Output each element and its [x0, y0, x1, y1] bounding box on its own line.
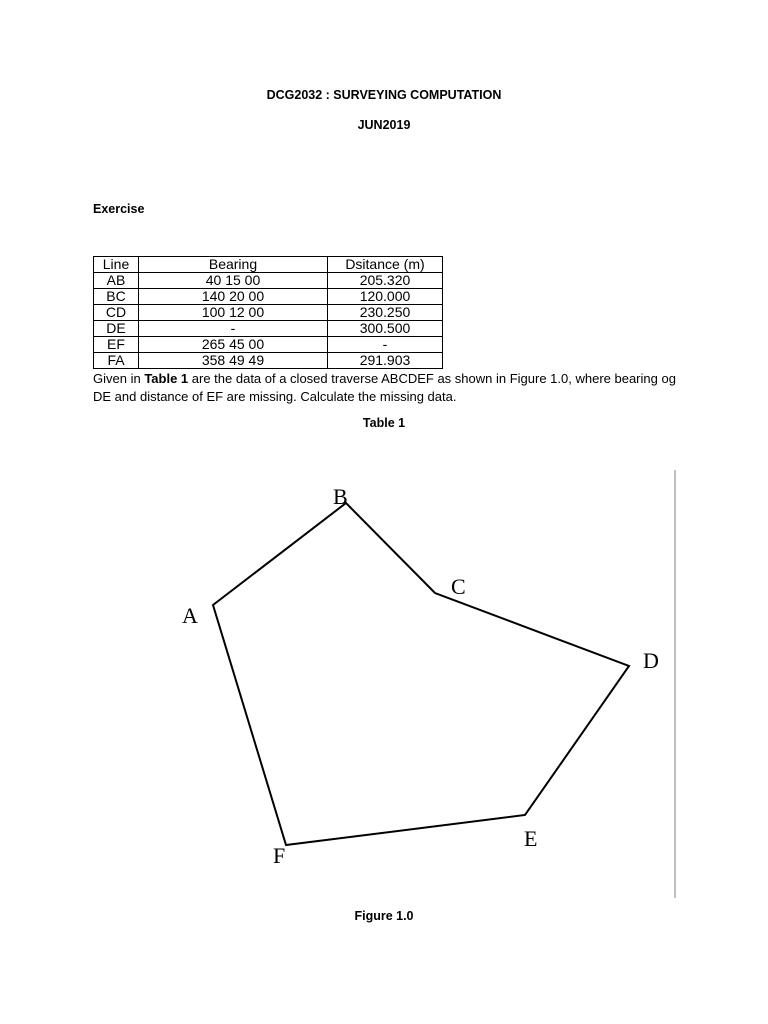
cell-line: AB — [94, 273, 139, 289]
cell-bearing: 140 20 00 — [139, 289, 328, 305]
cell-line: DE — [94, 321, 139, 337]
vertex-label-f: F — [273, 843, 286, 868]
table-caption: Table 1 — [362, 416, 406, 430]
cell-line: CD — [94, 305, 139, 321]
exercise-heading: Exercise — [93, 202, 145, 216]
vertex-label-d: D — [643, 648, 659, 673]
vertex-label-b: B — [333, 484, 348, 509]
cell-distance: 230.250 — [328, 305, 443, 321]
cell-distance: 300.500 — [328, 321, 443, 337]
cell-line: BC — [94, 289, 139, 305]
cell-line: FA — [94, 353, 139, 369]
traverse-polygon — [213, 503, 629, 845]
document-title: DCG2032 : SURVEYING COMPUTATION — [266, 88, 502, 102]
cell-line: EF — [94, 337, 139, 353]
column-header-bearing: Bearing — [139, 257, 328, 273]
problem-text-end: are the data of a closed traverse ABCDEF as shown in Figure 1.0, where bearing og DE and distance of EF are missing. Calculate the missing data. — [93, 371, 676, 404]
vertex-label-c: C — [451, 574, 466, 599]
cell-distance: 291.903 — [328, 353, 443, 369]
vertex-label-e: E — [524, 826, 538, 851]
cell-distance: 120.000 — [328, 289, 443, 305]
cell-distance: - — [328, 337, 443, 353]
cell-bearing: 100 12 00 — [139, 305, 328, 321]
figure-caption: Figure 1.0 — [354, 909, 414, 923]
cell-bearing: 265 45 00 — [139, 337, 328, 353]
cell-distance: 205.320 — [328, 273, 443, 289]
document-date: JUN2019 — [357, 118, 411, 132]
cell-bearing: 358 49 49 — [139, 353, 328, 369]
vertex-label-a: A — [182, 603, 198, 628]
column-header-line: Line — [94, 257, 139, 273]
column-header-distance: Dsitance (m) — [328, 257, 443, 273]
problem-text-start: Given in — [93, 371, 145, 386]
cell-bearing: 40 15 00 — [139, 273, 328, 289]
table-reference: Table 1 — [144, 371, 189, 386]
cell-bearing: - — [139, 321, 328, 337]
